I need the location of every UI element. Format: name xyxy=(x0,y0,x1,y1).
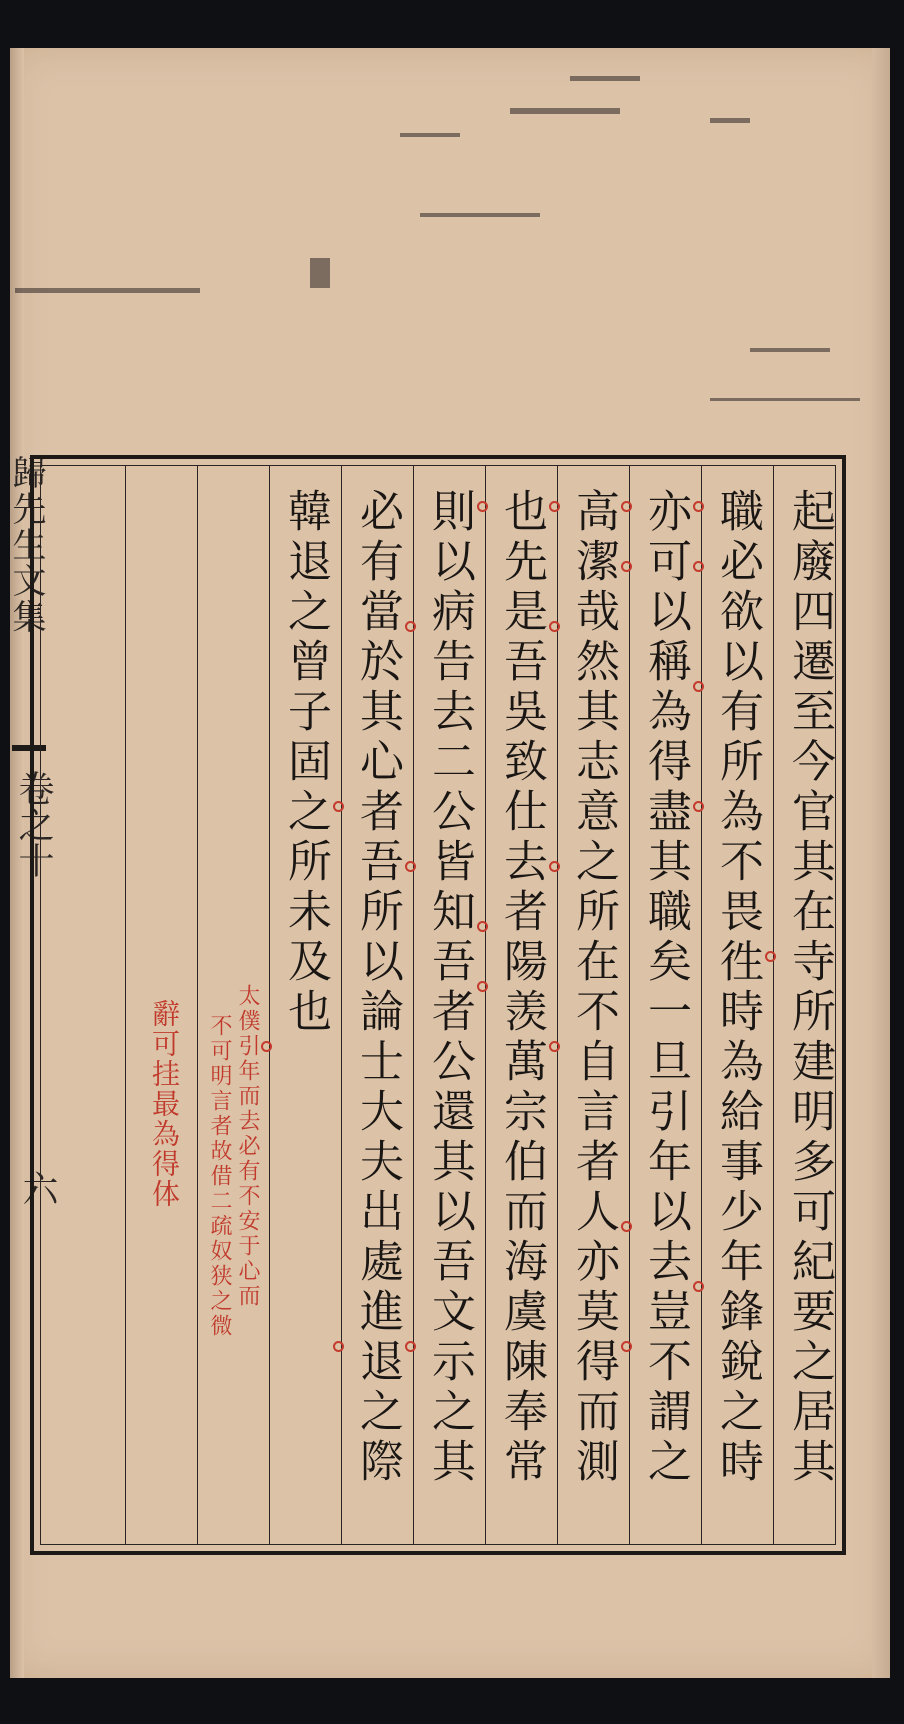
punctuation-circle xyxy=(261,1041,272,1052)
punctuation-circle xyxy=(621,561,632,572)
punctuation-circle xyxy=(549,861,560,872)
page-edge xyxy=(872,48,890,1678)
punctuation-circle xyxy=(477,921,488,932)
margin-book-title: 歸先生文集 xyxy=(6,455,46,635)
punctuation-circle xyxy=(477,501,488,512)
text-column-2: 職必欲以有所為不畏徃時為給事少年鋒銳之時 xyxy=(712,488,763,1488)
punctuation-circle xyxy=(477,981,488,992)
column-rule xyxy=(701,466,702,1544)
text-column-3: 亦可以稱為得盡其職矣一旦引年以去豈不謂之 xyxy=(640,488,691,1488)
punctuation-circle xyxy=(693,1281,704,1292)
bleed-mark xyxy=(310,258,330,288)
text-column-4: 高潔哉然其志意之所在不自言者人亦莫得而測 xyxy=(568,488,619,1488)
punctuation-circle xyxy=(549,621,560,632)
punctuation-circle xyxy=(765,951,776,962)
column-rule xyxy=(125,466,126,1544)
column-rule xyxy=(341,466,342,1544)
margin-page-number: 六 xyxy=(17,1170,58,1206)
bleed-mark xyxy=(750,348,830,352)
punctuation-circle xyxy=(693,501,704,512)
bleed-mark xyxy=(710,118,750,123)
bleed-mark xyxy=(710,398,860,401)
text-column-8: 韓退之曾子固之所未及也 xyxy=(280,488,331,1038)
bleed-mark xyxy=(400,133,460,137)
punctuation-circle xyxy=(333,801,344,812)
column-rule xyxy=(629,466,630,1544)
text-column-1: 起廢四遷至今官其在寺所建明多可紀要之居其 xyxy=(784,488,835,1488)
annotation-line-1: 太僕引年而去必有不安于心而 xyxy=(235,984,260,1309)
text-column-5: 也先是吾吳致仕去者陽羡萬宗伯而海虞陳奉常 xyxy=(496,488,547,1488)
annotation-line-2: 不可明言者故借二疏奴狭之微 xyxy=(207,1014,232,1339)
column-rule xyxy=(773,466,774,1544)
column-rule xyxy=(485,466,486,1544)
punctuation-circle xyxy=(693,681,704,692)
punctuation-circle xyxy=(333,1341,344,1352)
bleed-mark xyxy=(510,108,620,114)
column-rule xyxy=(269,466,270,1544)
column-rule xyxy=(197,466,198,1544)
punctuation-circle xyxy=(549,1041,560,1052)
punctuation-circle xyxy=(693,801,704,812)
punctuation-circle xyxy=(693,561,704,572)
punctuation-circle xyxy=(405,861,416,872)
punctuation-circle xyxy=(549,501,560,512)
bleed-mark xyxy=(420,213,540,217)
punctuation-circle xyxy=(405,1341,416,1352)
annotation-line-3: 辭可挂最為得体 xyxy=(148,999,181,1209)
punctuation-circle xyxy=(621,501,632,512)
punctuation-circle xyxy=(621,1221,632,1232)
punctuation-circle xyxy=(621,1341,632,1352)
punctuation-circle xyxy=(405,621,416,632)
bleed-mark xyxy=(570,76,640,81)
bleed-mark xyxy=(15,288,200,293)
text-frame-inner xyxy=(40,465,836,1545)
text-column-6: 則以病告去二公皆知吾者公還其以吾文示之其 xyxy=(424,488,475,1488)
text-frame xyxy=(30,455,846,1555)
margin-volume: 卷之十 xyxy=(13,770,54,878)
text-column-7: 必有當於其心者吾所以論士大夫出處進退之際 xyxy=(352,488,403,1488)
